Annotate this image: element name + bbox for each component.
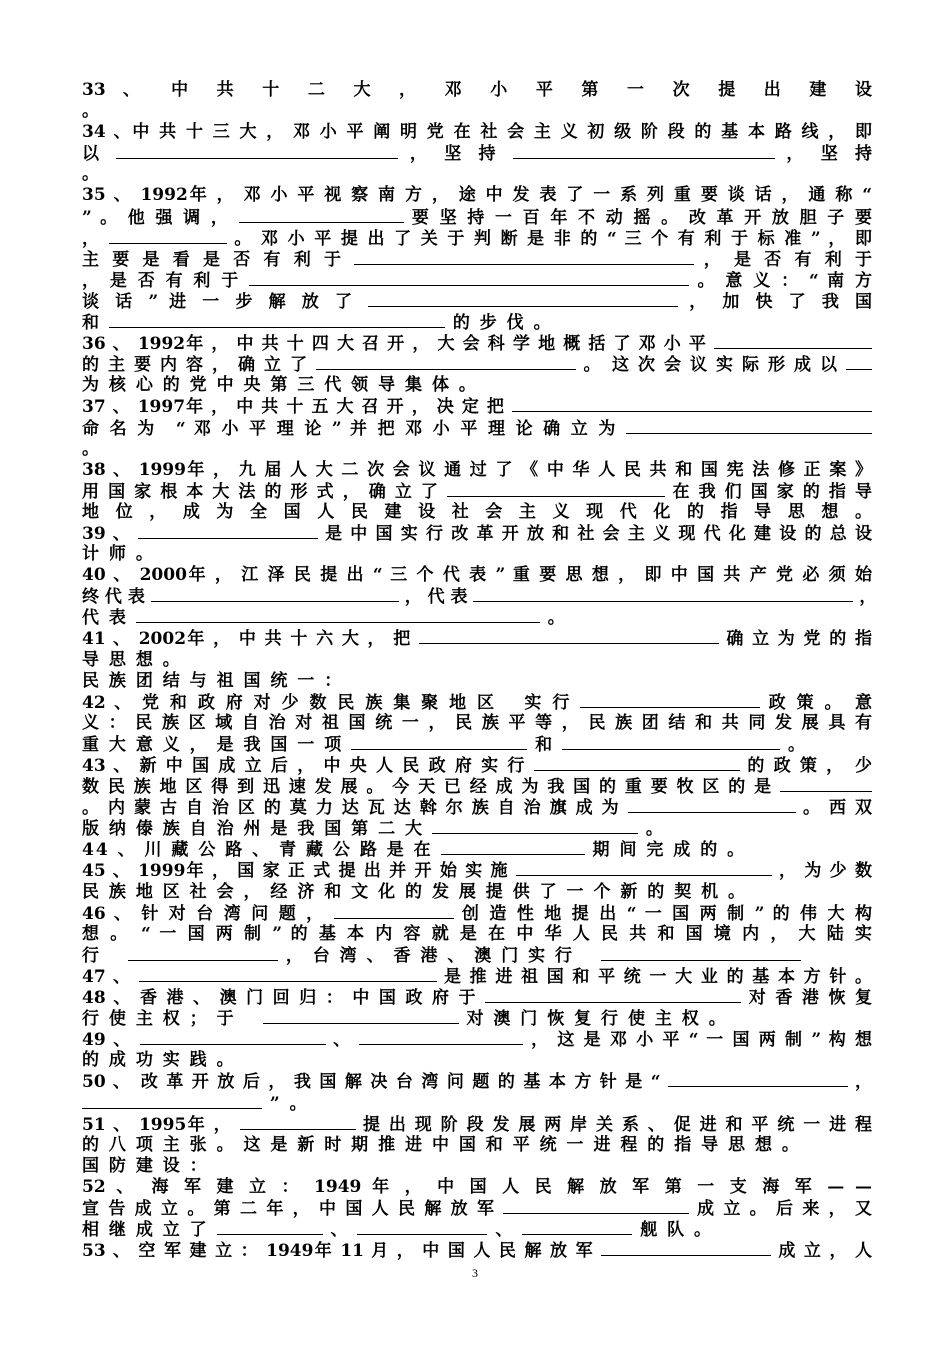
line-text: 代 表: [82, 608, 128, 629]
text-line: [82, 1093, 872, 1114]
line-text: 47 、: [82, 966, 132, 987]
text-line: [82, 671, 872, 692]
line-text: 是 中 国 实 行 改 革 开 放 和 社 会 主 义 现 代 化 建 设 的 总 设: [325, 523, 872, 544]
text-line: [82, 544, 872, 565]
line-text: 的 八 项 主 张 。 这 是 新 时 期 推 进 中 国 和 平 统 一 进 程 的 指 导 思 想 。: [82, 1134, 801, 1155]
text-line: [82, 143, 872, 164]
text-line: [82, 903, 872, 924]
answer-blank[interactable]: [334, 903, 454, 919]
answer-blank[interactable]: [419, 628, 719, 644]
answer-blank[interactable]: [512, 396, 872, 412]
text-line: [82, 354, 872, 375]
line-text: 。 意 义 ： “ 南 方: [697, 270, 872, 291]
text-line: [82, 987, 872, 1008]
text-line: [82, 860, 872, 881]
text-line: [82, 1071, 872, 1092]
line-text: 政 策 。 意: [768, 692, 873, 713]
answer-blank[interactable]: [240, 1114, 356, 1130]
text-line: [82, 1240, 872, 1261]
line-text: 成 立 ， 人: [778, 1241, 872, 1262]
line-text: 对 香 港 恢 复: [748, 988, 872, 1009]
answer-blank[interactable]: [151, 586, 399, 602]
answer-blank[interactable]: [522, 1219, 632, 1235]
text-line: [82, 966, 872, 987]
line-text: 谈 话 ” 进 一 步 解 放 了: [82, 291, 358, 312]
answer-blank[interactable]: [351, 734, 527, 750]
answer-blank[interactable]: [668, 1071, 848, 1087]
line-text: ” 。: [269, 1093, 309, 1114]
line-text: 45 、 1999年 ， 国 家 正 式 提 出 并 开 始 实 施: [82, 861, 509, 882]
text-line: [82, 481, 872, 502]
line-text: ” 。 他 强 调 ，: [82, 207, 231, 228]
line-text: ， 台 湾 、 香 港 、 澳 门 实 行: [285, 945, 594, 966]
answer-blank[interactable]: [217, 1219, 323, 1235]
answer-blank[interactable]: [534, 755, 740, 771]
line-text: 义 ： 民 族 区 域 自 治 对 祖 国 统 一 ， 民 族 平 等 ， 民 族 团 结 和 共 同 发 展 具 有: [82, 712, 872, 733]
answer-blank[interactable]: [485, 987, 741, 1003]
text-line: [82, 185, 872, 206]
text-line: [82, 312, 872, 333]
answer-blank[interactable]: [513, 143, 775, 159]
answer-blank[interactable]: [128, 945, 278, 961]
line-text: 的 主 要 内 容 ， 确 立 了: [82, 355, 309, 376]
line-text: 在 我 们 国 家 的 指 导: [672, 481, 872, 502]
answer-blank[interactable]: [263, 1008, 459, 1024]
question-list: [82, 80, 877, 1262]
line-text: 。 内 蒙 古 自 治 区 的 莫 力 达 瓦 达 斡 尔 族 自 治 旗 成 为: [82, 798, 621, 819]
line-text: 终 代 表: [82, 587, 145, 608]
text-line: [82, 818, 872, 839]
line-text: 要 坚 持 一 百 年 不 动 摇 。 改 革 开 放 胆 子 要: [411, 207, 873, 228]
line-text: 行 使 主 权 ； 于: [82, 1009, 255, 1030]
line-text: 和: [82, 313, 101, 334]
answer-blank[interactable]: [846, 354, 872, 370]
answer-blank[interactable]: [516, 860, 772, 876]
line-text: 34 、中 共 十 三 大 ， 邓 小 平 阐 明 党 在 社 会 主 义 初 级 阶 段 的 基 本 路 线 ， 即: [82, 122, 872, 143]
line-text: 35 、 1992年 ， 邓 小 平 视 察 南 方 ， 途 中 发 表 了 一 系 列 重 要 谈 话 ， 通 称 “: [82, 185, 872, 206]
line-text: 的 成 功 实 践 。: [82, 1050, 236, 1071]
line-text: 确 立 为 党 的 指: [726, 629, 872, 650]
line-text: 民 族 地 区 社 会 ， 经 济 和 文 化 的 发 展 提 供 了 一 个 新 的 契 机 。: [82, 881, 748, 902]
line-text: ，: [855, 1072, 873, 1093]
text-line: [82, 565, 872, 586]
line-text: 期 间 完 成 的 。: [592, 840, 747, 861]
line-text: 计 师 。: [82, 544, 155, 565]
answer-blank[interactable]: [447, 481, 665, 497]
line-text: 50 、 改 革 开 放 后 ， 我 国 解 决 台 湾 问 题 的 基 本 方 针 是 “: [82, 1072, 661, 1093]
line-text: 36 、 1992年 ， 中 共 十 四 大 召 开 ， 大 会 科 学 地 概 括 了 邓 小 平: [82, 334, 707, 355]
answer-blank[interactable]: [140, 1029, 326, 1045]
text-line: [82, 797, 872, 818]
answer-blank[interactable]: [138, 523, 318, 539]
line-text: 宣 告 成 立 。 第 二 年 ， 中 国 人 民 解 放 军: [82, 1198, 496, 1219]
answer-blank[interactable]: [601, 1240, 771, 1256]
line-text: 对 澳 门 恢 复 行 使 主 权 。: [466, 1009, 728, 1030]
line-text: 39 、: [82, 523, 131, 544]
line-text: 。: [645, 819, 665, 840]
line-text: 48 、 香 港 、 澳 门 回 归 ： 中 国 政 府 于: [82, 988, 478, 1009]
line-text: 以: [82, 144, 105, 165]
line-text: 53 、 空 军 建 立 ： 1949年 11 月 ， 中 国 人 民 解 放 军: [82, 1241, 594, 1262]
text-line: [82, 375, 872, 396]
line-text: ，: [82, 228, 101, 249]
answer-blank[interactable]: [109, 228, 227, 244]
text-line: [82, 80, 872, 101]
answer-blank[interactable]: [354, 249, 694, 265]
text-line: [82, 101, 872, 122]
text-line: [82, 1198, 872, 1219]
line-text: 重 大 意 义 ， 是 我 国 一 项: [82, 734, 344, 755]
line-text: ， 加 快 了 我 国: [689, 291, 873, 312]
line-text: 命 名 为 “ 邓 小 平 理 论 ” 并 把 邓 小 平 理 论 确 立 为: [82, 418, 618, 439]
text-line: [82, 1135, 872, 1156]
line-text: ， 为 少 数: [779, 861, 872, 882]
line-text: 、: [333, 1030, 352, 1051]
line-text: ， 是 否 有 利 于: [703, 249, 873, 270]
text-line: [82, 122, 872, 143]
line-text: 43 、 新 中 国 成 立 后 ， 中 央 人 民 政 府 实 行: [82, 756, 527, 776]
text-line: [82, 523, 872, 544]
line-text: 。: [82, 438, 101, 459]
answer-blank[interactable]: [780, 776, 872, 792]
text-line: [82, 439, 872, 460]
line-text: 46 、 针 对 台 湾 问 题 ，: [82, 903, 326, 924]
text-line: [82, 460, 872, 481]
line-text: 。: [547, 608, 567, 629]
text-line: [82, 333, 872, 354]
answer-blank[interactable]: [316, 354, 576, 370]
text-line: [82, 249, 872, 270]
text-line: [82, 839, 872, 860]
line-text: 想 。 “ 一 国 两 制 ” 的 基 本 内 容 就 是 在 中 华 人 民 共 和 国 境 内 ， 大 陆 实: [82, 923, 872, 944]
line-text: 是 推 进 祖 国 和 平 统 一 大 业 的 基 本 方 针 。: [443, 966, 873, 987]
text-line: [82, 607, 872, 628]
line-text: 、: [330, 1220, 350, 1241]
line-text: 主 要 是 看 是 否 有 利 于: [82, 249, 345, 270]
line-text: 地 位 ， 成 为 全 国 人 民 建 设 社 会 主 义 现 代 化 的 指 导 思 想 。: [82, 501, 872, 522]
text-line: [82, 755, 872, 776]
line-text: 。: [82, 101, 101, 122]
answer-blank[interactable]: [139, 966, 437, 982]
answer-blank[interactable]: [432, 818, 638, 834]
line-text: 42 、 党 和 政 府 对 少 数 民 族 集 聚 地 区 实 行: [82, 692, 572, 713]
text-line: [82, 650, 872, 671]
line-text: 用 国 家 根 本 大 法 的 形 式 ， 确 立 了: [82, 481, 440, 502]
text-line: [82, 207, 872, 228]
answer-blank[interactable]: [249, 270, 689, 286]
line-text: 成 立 。 后 来 ， 又: [697, 1198, 873, 1219]
text-line: [82, 628, 872, 649]
line-text: 41 、 2002年 ， 中 共 十 六 大 ， 把: [82, 629, 412, 650]
line-text: 的 步 伐 。: [452, 313, 553, 334]
line-text: ， 是 否 有 利 于: [82, 270, 241, 291]
text-line: [82, 924, 872, 945]
answer-blank[interactable]: [626, 418, 872, 434]
text-line: [82, 1177, 872, 1198]
text-line: [82, 776, 872, 797]
answer-blank[interactable]: [109, 312, 445, 328]
line-text: 舰 队 。: [640, 1220, 714, 1241]
answer-blank[interactable]: [82, 1093, 262, 1109]
line-text: 的 政 策 ， 少: [747, 756, 873, 776]
line-text: 33 、 中 共 十 二 大 ， 邓 小 平 第 一 次 提 出 建 设: [82, 80, 872, 100]
line-text: 民 族 团 结 与 祖 国 统 一 ：: [82, 670, 344, 691]
text-line: [82, 270, 872, 291]
answer-blank[interactable]: [368, 291, 678, 307]
text-line: [82, 164, 872, 185]
line-text: 38 、 1999年 ， 九 届 人 大 二 次 会 议 通 过 了 《 中 华 人 民 共 和 国 宪 法 修 正 案 》: [82, 459, 872, 480]
line-text: 40 、 2000年 ， 江 泽 民 提 出 “ 三 个 代 表 ” 重 要 思 想 ， 即 中 国 共 产 党 必 须 始: [82, 565, 872, 586]
answer-blank[interactable]: [239, 207, 404, 223]
answer-blank[interactable]: [359, 1029, 523, 1045]
line-text: 版 纳 傣 族 自 治 州 是 我 国 第 二 大: [82, 819, 425, 840]
answer-blank[interactable]: [116, 143, 398, 159]
text-line: [82, 502, 872, 523]
line-text: 44 、 川 藏 公 路 、 青 藏 公 路 是 在: [82, 840, 433, 861]
answer-blank[interactable]: [441, 839, 585, 855]
line-text: 国 防 建 设 ：: [82, 1155, 209, 1176]
line-text: ， 代 表: [404, 587, 468, 608]
text-line: [82, 1219, 872, 1240]
line-text: 相 继 成 立 了: [82, 1220, 209, 1241]
line-text: 、: [495, 1220, 515, 1241]
line-text: 。: [82, 164, 101, 185]
line-text: 提 出 现 阶 段 发 展 两 岸 关 系 、 促 进 和 平 统 一 进 程: [363, 1114, 873, 1135]
line-text: 和: [535, 734, 555, 755]
line-text: 52 、 海 军 建 立 ： 1949 年 ， 中 国 人 民 解 放 军 第 一 支 海 军 — —: [82, 1176, 872, 1197]
text-line: [82, 1050, 872, 1071]
text-line: [82, 1114, 872, 1135]
text-line: [82, 1008, 872, 1029]
answer-blank[interactable]: [628, 797, 796, 813]
answer-blank[interactable]: [714, 333, 872, 349]
line-text: 51 、 1995年 ，: [82, 1114, 233, 1135]
answer-blank[interactable]: [503, 1198, 689, 1214]
page-number: 3: [472, 1266, 478, 1280]
text-line: [82, 1029, 872, 1050]
line-text: 。 西 双: [803, 798, 872, 819]
text-line: [82, 692, 872, 713]
text-line: [82, 291, 872, 312]
text-line: [82, 586, 877, 608]
line-text: 创 造 性 地 提 出 “ 一 国 两 制 ” 的 伟 大 构: [461, 903, 872, 924]
text-line: [82, 734, 872, 755]
line-text: 49 、: [82, 1030, 132, 1051]
line-text: ，: [859, 587, 877, 608]
answer-blank[interactable]: [562, 734, 780, 750]
text-line: [82, 228, 872, 249]
answer-blank[interactable]: [473, 586, 853, 602]
line-text: 为 核 心 的 党 中 央 第 三 代 领 导 集 体 。: [82, 375, 478, 396]
line-text: 。 邓 小 平 提 出 了 关 于 判 断 是 非 的 “ 三 个 有 利 于 标 准 ” ， 即: [234, 228, 873, 249]
line-text: ， 这 是 邓 小 平 “ 一 国 两 制 ” 构 想: [531, 1030, 873, 1051]
text-line: [82, 713, 872, 734]
text-line: [82, 945, 872, 966]
line-text: 数 民 族 地 区 得 到 迅 速 发 展 。 今 天 已 经 成 为 我 国 的 重 要 牧 区 的 是: [82, 777, 773, 798]
line-text: ， 坚 持: [786, 144, 872, 165]
text-line: [82, 1156, 872, 1177]
answer-blank[interactable]: [580, 692, 760, 708]
line-text: 。: [787, 734, 807, 755]
text-line: [82, 418, 872, 439]
answer-blank[interactable]: [136, 607, 540, 623]
line-text: 37 、 1997年 ， 中 共 十 五 大 召 开 ， 决 定 把: [82, 397, 505, 418]
text-line: [82, 882, 872, 903]
line-text: 导 思 想 。: [82, 649, 182, 670]
line-text: ， 坚 持: [409, 144, 502, 165]
answer-blank[interactable]: [601, 945, 801, 961]
line-text: 行: [82, 945, 120, 966]
text-line: [82, 396, 872, 417]
line-text: 。 这 次 会 议 实 际 形 成 以: [583, 355, 839, 376]
answer-blank[interactable]: [357, 1219, 487, 1235]
